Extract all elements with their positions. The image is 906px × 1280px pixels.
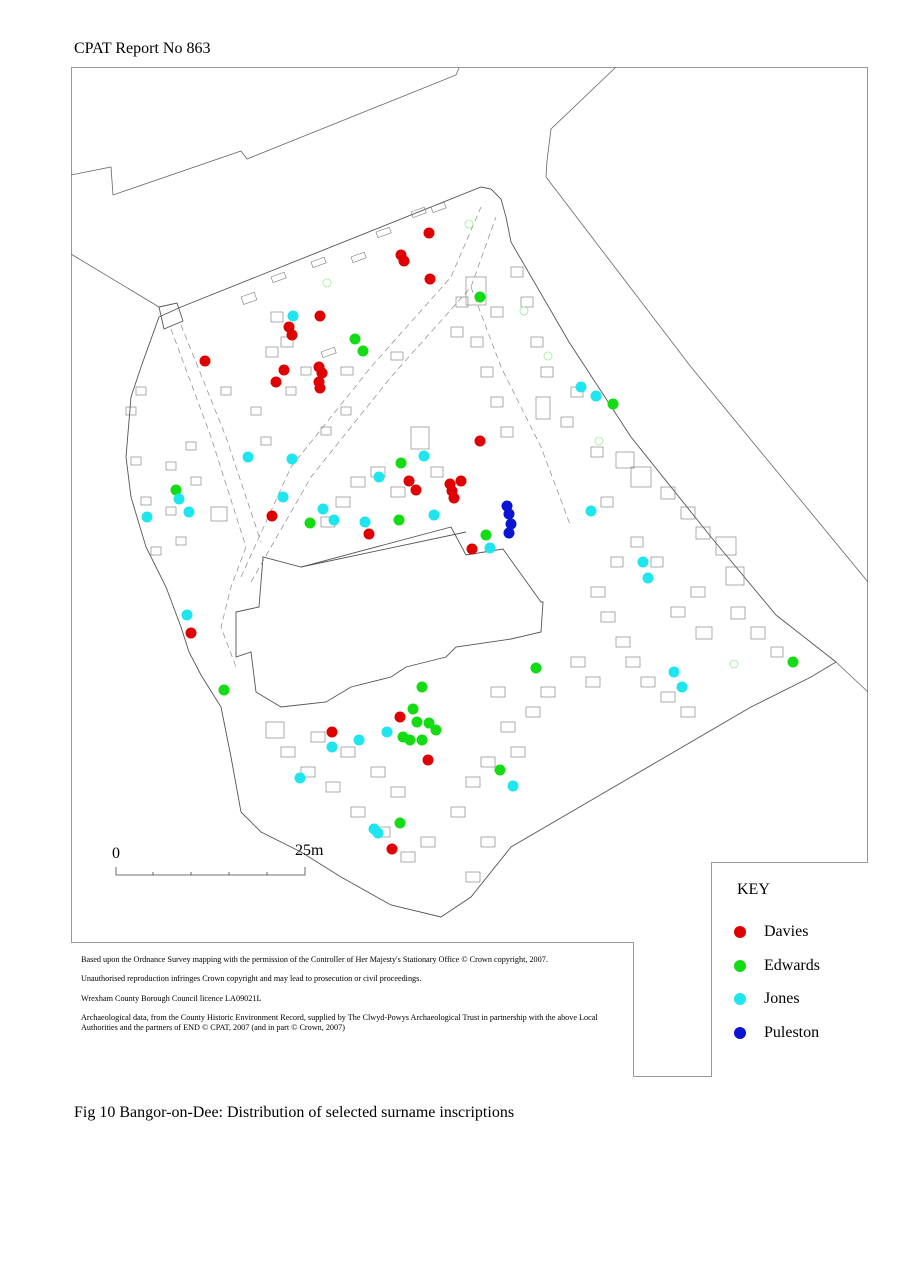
other-inscriptions xyxy=(323,220,738,668)
edwards-point xyxy=(412,717,423,728)
davies-point xyxy=(315,383,326,394)
jones-point xyxy=(318,504,329,515)
road-east-upper xyxy=(546,67,868,582)
davies-point xyxy=(186,628,197,639)
edwards-point xyxy=(305,518,316,529)
legend-item-puleston xyxy=(734,1024,819,1042)
credits-box xyxy=(71,942,634,1077)
jones-point xyxy=(643,573,654,584)
path-loop xyxy=(221,547,246,667)
legend-label-edwards: Edwards xyxy=(764,957,820,974)
davies-point xyxy=(395,712,406,723)
jones-point xyxy=(382,727,393,738)
davies-point xyxy=(424,228,435,239)
scale-label-end: 25m xyxy=(295,842,324,859)
path-ne-1 xyxy=(471,287,571,527)
puleston-point xyxy=(504,509,515,520)
davies-point xyxy=(475,436,486,447)
edwards-point xyxy=(495,765,506,776)
credits-licence: Wrexham County Borough Council licence LA09021L xyxy=(81,993,262,1003)
legend-swatch-edwards xyxy=(734,960,746,972)
jones-point xyxy=(591,391,602,402)
edwards-point xyxy=(475,292,486,303)
davies-point xyxy=(404,476,415,487)
jones-point xyxy=(638,557,649,568)
davies-point xyxy=(456,476,467,487)
jones-point xyxy=(586,506,597,517)
jones-point xyxy=(373,828,384,839)
davies-point xyxy=(467,544,478,555)
edwards-point xyxy=(481,530,492,541)
jones-point xyxy=(287,454,298,465)
credits-archaeological-data: Archaeological data, from the County Historic Environment Record, supplied by The Clwyd-Powys Archaeological Trust in partnership with the above Local Authorities and the partners of END © CPAT, 2007 (and in part © Crown, 2007) xyxy=(81,1012,598,1032)
jones-point xyxy=(374,472,385,483)
series-edwards xyxy=(171,292,799,829)
jones-point xyxy=(576,382,587,393)
road-north xyxy=(71,68,459,195)
legend-item-jones xyxy=(734,990,800,1008)
jones-point xyxy=(360,517,371,528)
jones-point xyxy=(243,452,254,463)
davies-point xyxy=(327,727,338,738)
edwards-point xyxy=(358,346,369,357)
road-east-lower xyxy=(836,662,868,692)
davies-point xyxy=(315,311,326,322)
davies-point xyxy=(364,529,375,540)
credits-reproduction: Unauthorised reproduction infringes Crown copyright and may lead to prosecution or civil proceedings. xyxy=(81,974,422,984)
davies-point xyxy=(423,755,434,766)
jones-point xyxy=(295,773,306,784)
jones-point xyxy=(485,543,496,554)
edwards-point xyxy=(408,704,419,715)
legend-swatch-jones xyxy=(734,993,746,1005)
jones-point xyxy=(429,510,440,521)
davies-point xyxy=(267,511,278,522)
davies-point xyxy=(279,365,290,376)
series-jones xyxy=(142,311,688,839)
jones-point xyxy=(329,515,340,526)
jones-point xyxy=(677,682,688,693)
legend-label-jones: Jones xyxy=(764,990,800,1007)
davies-point xyxy=(411,485,422,496)
davies-point xyxy=(287,330,298,341)
legend-swatch-puleston xyxy=(734,1027,746,1039)
edwards-point xyxy=(531,663,542,674)
church-nave-line xyxy=(301,532,466,567)
scale-bar xyxy=(116,867,305,875)
edwards-point xyxy=(350,334,361,345)
legend-title: KEY xyxy=(737,881,770,898)
jones-point xyxy=(174,494,185,505)
legend-swatch-davies xyxy=(734,926,746,938)
jones-point xyxy=(508,781,519,792)
davies-point xyxy=(200,356,211,367)
edwards-point xyxy=(417,735,428,746)
jones-point xyxy=(182,610,193,621)
report-header: CPAT Report No 863 xyxy=(74,40,211,57)
map-legend xyxy=(711,862,868,1077)
davies-point xyxy=(449,493,460,504)
jones-point xyxy=(184,507,195,518)
jones-point xyxy=(288,311,299,322)
davies-point xyxy=(399,256,410,267)
path-curve-2 xyxy=(251,217,496,582)
jones-point xyxy=(354,735,365,746)
jones-point xyxy=(327,742,338,753)
jones-point xyxy=(278,492,289,503)
jones-point xyxy=(142,512,153,523)
road-west xyxy=(71,254,159,307)
jones-point xyxy=(669,667,680,678)
edwards-point xyxy=(394,515,405,526)
edwards-point xyxy=(219,685,230,696)
edwards-point xyxy=(396,458,407,469)
roads xyxy=(71,67,868,692)
edwards-point xyxy=(608,399,619,410)
edwards-point xyxy=(417,682,428,693)
legend-item-edwards xyxy=(734,957,820,975)
jones-point xyxy=(419,451,430,462)
legend-label-davies: Davies xyxy=(764,923,809,940)
edwards-point xyxy=(405,735,416,746)
edwards-point xyxy=(788,657,799,668)
legend-item-davies xyxy=(734,923,808,941)
scale-label-start: 0 xyxy=(112,845,120,862)
davies-point xyxy=(271,377,282,388)
edwards-point xyxy=(431,725,442,736)
credits-ordnance-survey: Based upon the Ordnance Survey mapping with the permission of the Controller of Her Majesty's Stationary Office © Crown copyright, 2007. xyxy=(81,955,548,964)
puleston-point xyxy=(504,528,515,539)
davies-point xyxy=(425,274,436,285)
church-building xyxy=(236,527,543,707)
legend-label-puleston: Puleston xyxy=(764,1024,820,1041)
davies-point xyxy=(387,844,398,855)
gate xyxy=(159,303,183,329)
series-puleston xyxy=(502,501,517,539)
figure-caption: Fig 10 Bangor-on-Dee: Distribution of selected surname inscriptions xyxy=(74,1104,515,1121)
edwards-point xyxy=(395,818,406,829)
grave-markers xyxy=(126,202,783,882)
